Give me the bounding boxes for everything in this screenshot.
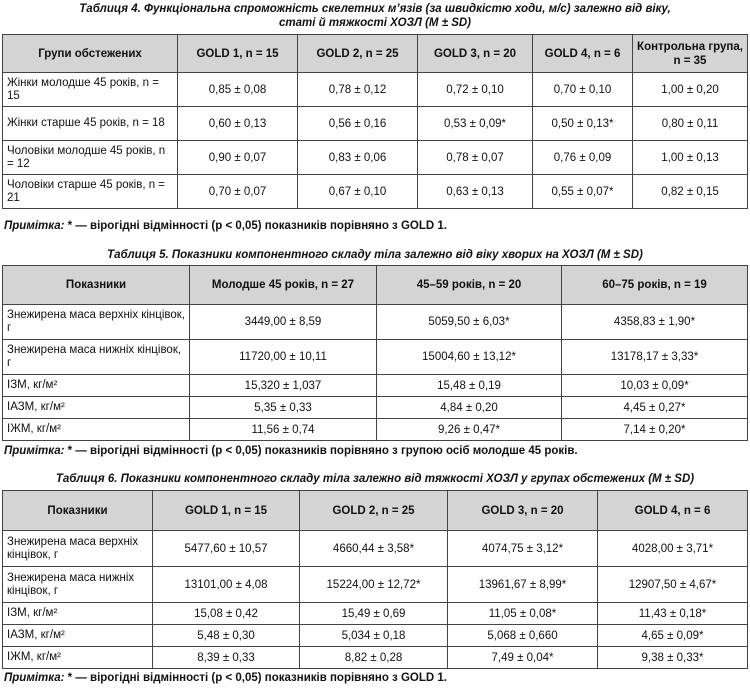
table4-header: Контрольна група, n = 35 [633, 35, 748, 73]
table-cell: 0,53 ± 0,09* [418, 107, 533, 141]
table6-header: GOLD 1, n = 15 [153, 491, 300, 531]
table-cell: 5059,50 ± 6,03* [377, 305, 562, 340]
row-label: Жінки молодше 45 років, n = 15 [3, 73, 178, 107]
row-label: Знежирена маса нижніх кінцівок, г [3, 340, 190, 375]
table4-header-row [3, 35, 748, 73]
table-cell: 1,00 ± 0,20 [633, 73, 748, 107]
table-row [3, 141, 748, 175]
note-label: Примітка: [4, 220, 65, 232]
table-cell: 15,320 ± 1,037 [190, 375, 377, 397]
table-cell: 4358,83 ± 1,90* [562, 305, 748, 340]
note-text: * — вірогідні відмінності (p < 0,05) показників порівняно з групою осіб молодше 45 років. [64, 445, 578, 457]
note-text: * — вірогідні відмінності (p < 0,05) показників порівняно з GOLD 1. [64, 672, 447, 684]
table-cell: 13961,67 ± 8,99* [448, 567, 598, 603]
table6-note [0, 671, 750, 685]
table-cell: 10,03 ± 0,09* [562, 375, 748, 397]
row-label: ІЗМ, кг/м² [3, 375, 190, 397]
table-cell: 13178,17 ± 3,33* [562, 340, 748, 375]
table4-header: Групи обстежених [3, 35, 178, 73]
table-cell: 15004,60 ± 13,12* [377, 340, 562, 375]
table-cell: 0,83 ± 0,06 [298, 141, 418, 175]
table-cell: 9,26 ± 0,47* [377, 419, 562, 441]
table5-header: 45–59 років, n = 20 [377, 266, 562, 305]
table-cell: 0,78 ± 0,07 [418, 141, 533, 175]
table4-header: GOLD 1, n = 15 [178, 35, 298, 73]
row-label: ІЗМ, кг/м² [3, 603, 153, 625]
table-row [3, 625, 748, 647]
table-cell: 5,35 ± 0,33 [190, 397, 377, 419]
table5-note [0, 444, 750, 458]
row-label: ІЖМ, кг/м² [3, 647, 153, 669]
table-cell: 0,55 ± 0,07* [533, 175, 633, 209]
table-cell: 0,56 ± 0,16 [298, 107, 418, 141]
table-cell: 12907,50 ± 4,67* [598, 567, 748, 603]
table-cell: 15,49 ± 0,69 [300, 603, 448, 625]
table-cell: 15,08 ± 0,42 [153, 603, 300, 625]
table-cell: 0,67 ± 0,10 [298, 175, 418, 209]
row-label: Жінки старше 45 років, n = 18 [3, 107, 178, 141]
table6-header: Показники [3, 491, 153, 531]
table-cell: 5,48 ± 0,30 [153, 625, 300, 647]
row-label: Чоловіки молодше 45 років, n = 12 [3, 141, 178, 175]
row-label: Знежирена маса верхніх кінцівок, г [3, 305, 190, 340]
table5-caption: Таблиця 5. Показники компонентного складу тіла залежно від віку хворих на ХОЗЛ (M ± SD) [107, 249, 643, 261]
table5-header: 60–75 років, n = 19 [562, 266, 748, 305]
table-cell: 5,034 ± 0,18 [300, 625, 448, 647]
table-cell: 9,38 ± 0,33* [598, 647, 748, 669]
table-cell: 0,76 ± 0,09 [533, 141, 633, 175]
table4 [2, 34, 748, 209]
table-cell: 0,80 ± 0,11 [633, 107, 748, 141]
table-row [3, 603, 748, 625]
table6-header: GOLD 4, n = 6 [598, 491, 748, 531]
table-cell: 11720,00 ± 10,11 [190, 340, 377, 375]
table-cell: 0,78 ± 0,12 [298, 73, 418, 107]
table-cell: 1,00 ± 0,13 [633, 141, 748, 175]
row-label: ІАЗМ, кг/м² [3, 625, 153, 647]
table-cell: 0,82 ± 0,15 [633, 175, 748, 209]
table4-caption [0, 2, 750, 30]
table4-header: GOLD 2, n = 25 [298, 35, 418, 73]
table6-caption: Таблиця 6. Показники компонентного складу тіла залежно від тяжкості ХОЗЛ у групах обстежених (M ± SD) [55, 473, 695, 485]
table-cell: 15224,00 ± 12,72* [300, 567, 448, 603]
table-cell: 13101,00 ± 4,08 [153, 567, 300, 603]
row-label: ІАЗМ, кг/м² [3, 397, 190, 419]
table-cell: 0,85 ± 0,08 [178, 73, 298, 107]
table-cell: 11,43 ± 0,18* [598, 603, 748, 625]
table-row [3, 375, 748, 397]
table-cell: 0,70 ± 0,07 [178, 175, 298, 209]
table-cell: 4,45 ± 0,27* [562, 397, 748, 419]
table-cell: 4,84 ± 0,20 [377, 397, 562, 419]
note-label: Примітка: [4, 445, 65, 457]
table6-header-row [3, 491, 748, 531]
table-cell: 11,05 ± 0,08* [448, 603, 598, 625]
table-cell: 7,49 ± 0,04* [448, 647, 598, 669]
table-cell: 4028,00 ± 3,71* [598, 531, 748, 567]
table-cell: 0,50 ± 0,13* [533, 107, 633, 141]
table-cell: 11,56 ± 0,74 [190, 419, 377, 441]
table-cell: 0,60 ± 0,13 [178, 107, 298, 141]
table-row [3, 647, 748, 669]
table-row [3, 73, 748, 107]
table-row [3, 397, 748, 419]
table-cell: 7,14 ± 0,20* [562, 419, 748, 441]
table4-header: GOLD 3, n = 20 [418, 35, 533, 73]
table-row [3, 340, 748, 375]
table-cell: 0,90 ± 0,07 [178, 141, 298, 175]
table-row [3, 419, 748, 441]
row-label: Знежирена маса верхніх кінцівок, г [3, 531, 153, 567]
table5-header: Молодше 45 років, n = 27 [190, 266, 377, 305]
table-row [3, 175, 748, 209]
table-row [3, 567, 748, 603]
table-cell: 0,70 ± 0,10 [533, 73, 633, 107]
row-label: ІЖМ, кг/м² [3, 419, 190, 441]
table-cell: 4,65 ± 0,09* [598, 625, 748, 647]
table4-header: GOLD 4, n = 6 [533, 35, 633, 73]
table-cell: 5477,60 ± 10,57 [153, 531, 300, 567]
table-cell: 0,63 ± 0,13 [418, 175, 533, 209]
row-label: Чоловіки старше 45 років, n = 21 [3, 175, 178, 209]
table5 [2, 265, 748, 441]
table-row [3, 107, 748, 141]
table4-note [0, 219, 750, 233]
table5-header-row [3, 266, 748, 305]
table-cell: 8,39 ± 0,33 [153, 647, 300, 669]
table-cell: 4660,44 ± 3,58* [300, 531, 448, 567]
table-cell: 5,068 ± 0,660 [448, 625, 598, 647]
table4-caption-line2: статі й тяжкості ХОЗЛ (M ± SD) [278, 17, 472, 29]
table5-header: Показники [3, 266, 190, 305]
table6-header: GOLD 2, n = 25 [300, 491, 448, 531]
table-cell: 0,72 ± 0,10 [418, 73, 533, 107]
note-text: * — вірогідні відмінності (p < 0,05) показників порівняно з GOLD 1. [64, 220, 447, 232]
row-label: Знежирена маса нижніх кінцівок, г [3, 567, 153, 603]
table-row [3, 305, 748, 340]
table6-header: GOLD 3, n = 20 [448, 491, 598, 531]
table-row [3, 531, 748, 567]
table6 [2, 490, 748, 669]
table-cell: 4074,75 ± 3,12* [448, 531, 598, 567]
table-cell: 15,48 ± 0,19 [377, 375, 562, 397]
table-cell: 3449,00 ± 8,59 [190, 305, 377, 340]
note-label: Примітка: [4, 672, 65, 684]
table4-caption-line1: Таблиця 4. Функціональна спроможність скелетних м’язів (за швидкістю ходи, м/с) залежно від віку, [79, 3, 671, 15]
table-cell: 8,82 ± 0,28 [300, 647, 448, 669]
